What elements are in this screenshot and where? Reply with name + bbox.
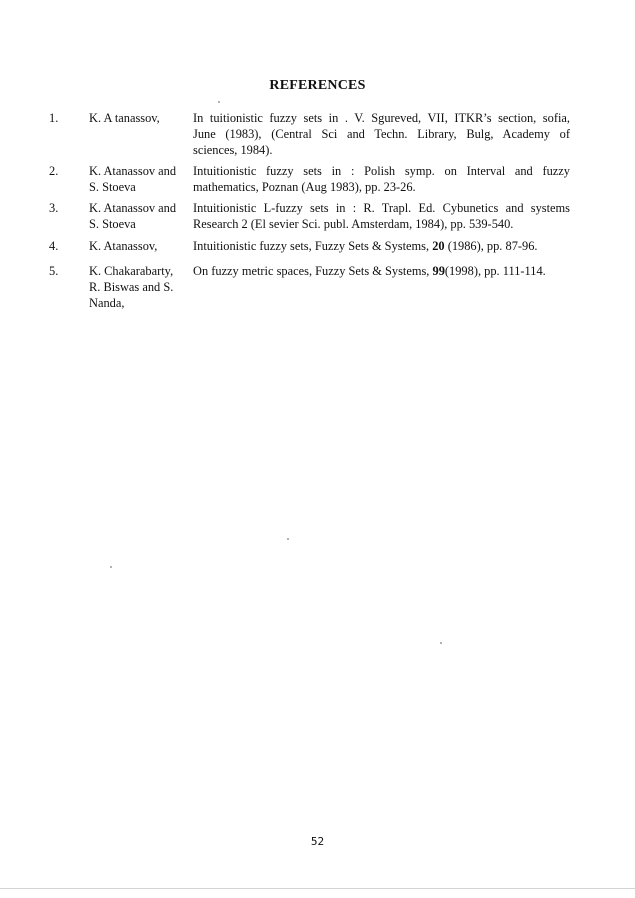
author-line: K. Chakarabarty, — [89, 264, 174, 278]
citation-line: mathematics, Poznan (Aug 1983), pp. 23-26. — [193, 180, 416, 194]
author-line: K. Atanassov and — [89, 201, 177, 215]
reference-authors — [89, 263, 189, 311]
author-line: K. Atanassov and — [89, 164, 177, 178]
citation-line: Intuitionistic L-fuzzy sets in : R. Trapl. Ed. Cybunetics and systems — [193, 201, 570, 215]
citation-line — [193, 263, 570, 279]
citation-line — [193, 238, 570, 254]
scan-speck — [287, 538, 289, 540]
author-line: K. Atanassov, — [89, 239, 158, 253]
author-line: R. Biswas and S. — [89, 280, 174, 294]
reference-citation — [193, 263, 570, 279]
reference-number: 3. — [49, 201, 59, 215]
scan-speck — [110, 566, 112, 568]
volume-number: 20 — [432, 239, 445, 253]
reference-authors — [89, 163, 189, 195]
reference-authors — [89, 238, 189, 254]
page-number: 52 — [310, 835, 325, 848]
scan-speck — [218, 101, 220, 103]
citation-text: (1986), pp. 87-96. — [444, 239, 538, 253]
reference-number: 5. — [49, 264, 59, 278]
citation-line: In tuitionistic fuzzy sets in . V. Sgureved, VII, ITKR’s section, sofia, — [193, 111, 570, 125]
reference-authors — [89, 200, 189, 232]
author-line: S. Stoeva — [89, 180, 136, 194]
author-line: K. A tanassov, — [89, 111, 160, 125]
bottom-scan-edge — [0, 888, 635, 889]
volume-number: 99 — [432, 264, 445, 278]
citation-text: (1998), pp. 111-114. — [444, 264, 546, 278]
citation-line: sciences, 1984). — [193, 143, 273, 157]
reference-number: 4. — [49, 239, 59, 253]
reference-authors — [89, 110, 189, 126]
reference-citation — [193, 163, 570, 195]
reference-number: 1. — [49, 111, 59, 125]
reference-number: 2. — [49, 164, 59, 178]
citation-line: June (1983), (Central Sci and Techn. Library, Bulg, Academy of — [193, 127, 570, 141]
citation-text: Intuitionistic fuzzy sets, Fuzzy Sets & Systems, — [193, 239, 433, 253]
citation-line: Research 2 (El sevier Sci. publ. Amsterdam, 1984), pp. 539-540. — [193, 217, 514, 231]
reference-citation — [193, 110, 570, 158]
references-heading: REFERENCES — [269, 78, 366, 93]
author-line: Nanda, — [89, 296, 125, 310]
citation-text: On fuzzy metric spaces, Fuzzy Sets & Systems, — [193, 264, 433, 278]
author-line: S. Stoeva — [89, 217, 136, 231]
reference-citation — [193, 200, 570, 232]
citation-line: Intuitionistic fuzzy sets in : Polish symp. on Interval and fuzzy — [193, 164, 570, 178]
reference-citation — [193, 238, 570, 254]
scan-speck — [440, 642, 442, 644]
